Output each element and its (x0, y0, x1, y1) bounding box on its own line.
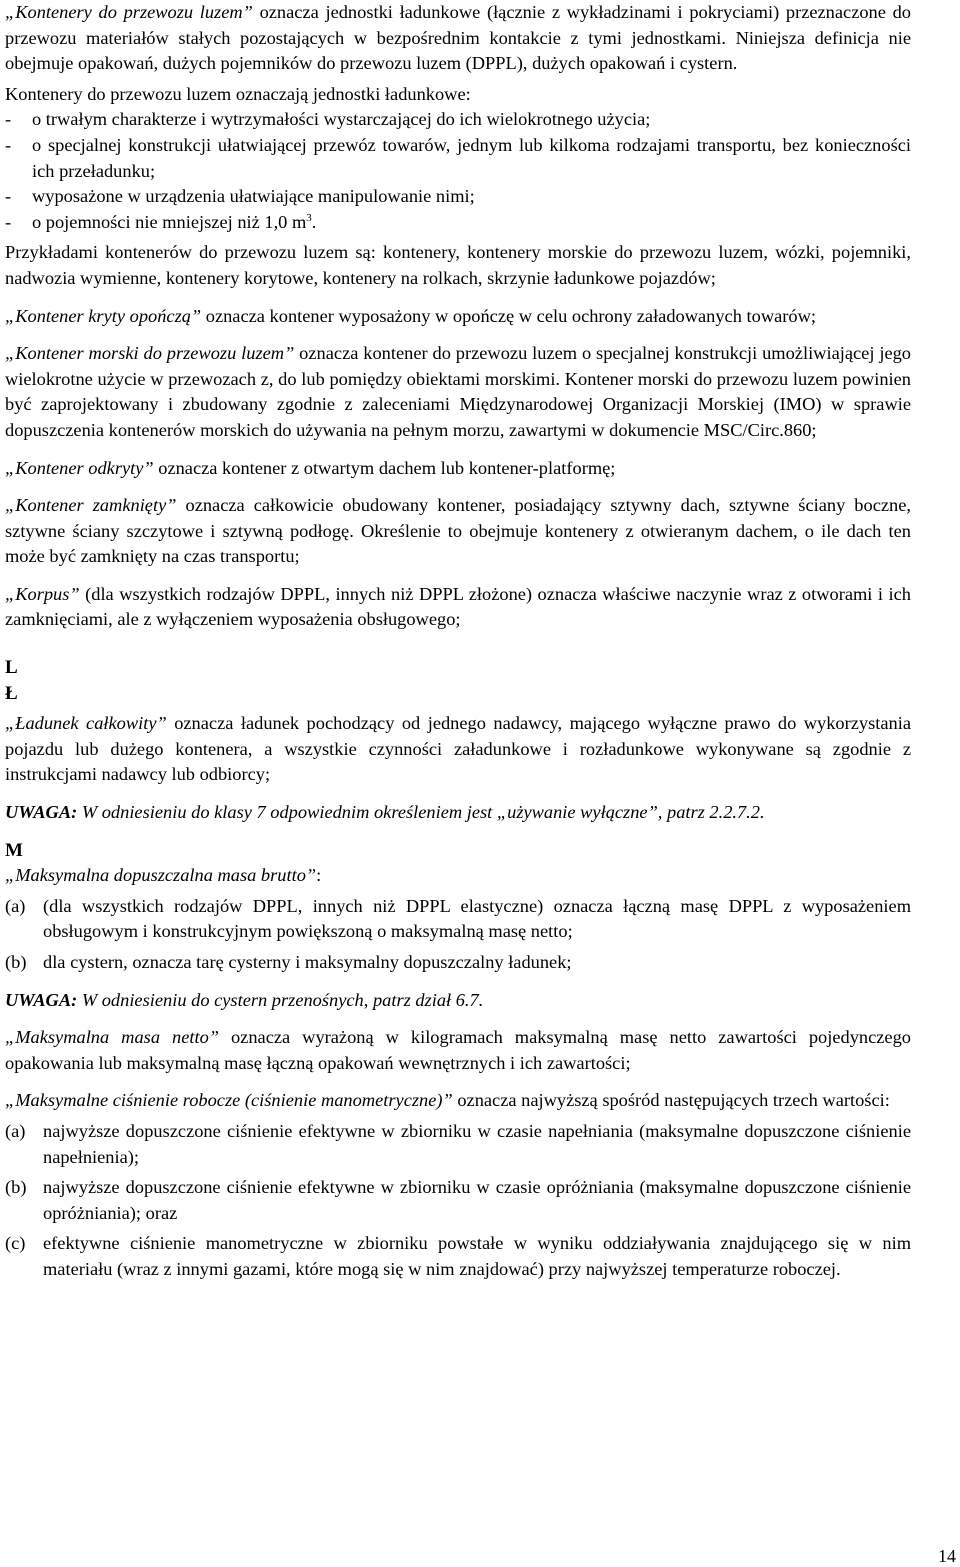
superscript-3: 3 (306, 211, 312, 224)
definition-text: oznacza wyrażoną w kilogramach maksymalną masę netto zawartości pojedynczego opakowania lub maksymalną masę łączną opakowań wewnętrznych i ich zawartości; (5, 1027, 911, 1073)
list-item (5, 1119, 911, 1170)
list-text: efektywne ciśnienie manometryczne w zbiorniku powstałe w wyniku oddziaływania znajdującego się w nim materiału (wraz z innymi gazami, które mogą się w nim znajdować) przy najwyższej temperaturze roboczej. (43, 1233, 911, 1279)
dash-marker: - (5, 134, 12, 155)
definition-text: : (316, 865, 322, 886)
list-intro: Kontenery do przewozu luzem oznaczają jednostki ładunkowe: (5, 83, 471, 104)
term: „Kontener kryty opończą” (5, 305, 202, 326)
list-marker: (b) (5, 952, 27, 972)
page-number: 14 (938, 1546, 956, 1566)
definition-kontener-morski (5, 341, 911, 443)
dash-text-end: . (311, 211, 317, 232)
dash-item (5, 210, 911, 236)
term: „Maksymalna masa netto” (5, 1027, 219, 1048)
term: „Maksymalne ciśnienie robocze (ciśnienie manometryczne)” (5, 1090, 453, 1111)
list-text: najwyższe dopuszczone ciśnienie efektywne w zbiorniku w czasie opróżniania (maksymalne dopuszczone ciśnienie opróżniania); oraz (43, 1177, 911, 1223)
list-marker: (a) (5, 895, 26, 916)
section-letter-l: L (5, 657, 18, 679)
section-letter-m: M (5, 839, 23, 861)
note-label: UWAGA: (5, 989, 78, 1010)
dash-marker: - (5, 186, 12, 207)
document-page (5, 0, 911, 1283)
term-kontenery-do-przewozu-luzem: „Kontenery do przewozu luzem” (5, 2, 253, 22)
term: „Kontener zamknięty” (5, 495, 177, 516)
term: „Ładunek całkowity” (5, 713, 167, 734)
list-text: najwyższe dopuszczone ciśnienie efektywne w zbiorniku w czasie napełniania (maksymalne dopuszczone ciśnienie napełnienia); (43, 1120, 911, 1167)
note-uwaga-klasa-7 (5, 800, 911, 826)
term: „Korpus” (5, 583, 80, 604)
list-item (5, 894, 911, 945)
definition-kontener-kryty (5, 304, 911, 330)
definition-kontener-zamkniety (5, 493, 911, 570)
definition-maksymalna-masa-netto (5, 1025, 911, 1076)
dash-text: o trwałym charakterze i wytrzymałości wystarczającej do ich wielokrotnego użycia; (32, 109, 651, 130)
list-text: dla cystern, oznacza tarę cysterny i maksymalny dopuszczalny ładunek; (43, 952, 572, 972)
dash-text: o specjalnej konstrukcji ułatwiającej przewóz towarów, jednym lub kilkoma rodzajami transportu, bez konieczności ich przeładunku; (32, 134, 911, 181)
list-marker: (a) (5, 1120, 26, 1141)
examples-paragraph: Przykładami kontenerów do przewozu luzem są: kontenery, kontenery morskie do przewozu luzem, wózki, pojemniki, nadwozia wymienne, kontenery korytowe, kontenery na rolkach, skrzynie ładunkowe pojazdów; (5, 242, 911, 288)
list-item (5, 1231, 911, 1282)
dash-marker: - (5, 211, 12, 232)
definition-text: oznacza całkowicie obudowany kontener, posiadający sztywny dach, sztywne ściany boczne, sztywne ściany szczytowe i sztywną podłogę. Określenie to obejmuje kontenery z otwieranym dachem, o ile dach ten może być zamknięty na czas transportu; (5, 495, 911, 567)
dash-marker: - (5, 109, 12, 130)
term: „Kontener odkryty” (5, 457, 154, 478)
term: „Maksymalna dopuszczalna masa brutto” (5, 865, 317, 886)
list-marker: (c) (5, 1233, 26, 1254)
definition-maksymalna-masa-brutto (5, 863, 911, 889)
definition-text: oznacza kontener do przewozu luzem o specjalnej konstrukcji umożliwiającej jego wielokrotne użycie w przewozach z, do lub pomiędzy obiektami morskimi. Kontener morski do przewozu luzem powinien być zaprojektowany i zbudowany zgodnie z zaleceniami Międzynarodowej Organizacji Morskiej (IMO) w sprawie dopuszczenia kontenerów morskich do używania na pełnym morzu, zawartymi w dokumencie MSC/Circ.860; (5, 343, 911, 440)
list-text: (dla wszystkich rodzajów DPPL, innych niż DPPL elastyczne) oznacza łączną masę DPPL z wyposażeniem obsługowym i konstrukcyjnym powiększoną o maksymalną masę netto; (43, 895, 911, 942)
definition-maksymalne-cisnienie-robocze (5, 1088, 911, 1114)
term: „Kontener morski do przewozu luzem” (5, 343, 295, 364)
note-text: W odniesieniu do klasy 7 odpowiednim określeniem jest „używanie wyłączne”, patrz 2.2.7.2. (77, 802, 765, 823)
definition-ladunek-calkowity (5, 711, 911, 788)
list-marker: (b) (5, 1177, 27, 1198)
dash-item (5, 184, 911, 210)
intro-paragraph (5, 0, 911, 77)
note-label: UWAGA: (5, 802, 78, 823)
list-item (5, 1175, 911, 1226)
definition-text: oznacza ładunek pochodzący od jednego nadawcy, mającego wyłączne prawo do wykorzystania pojazdu lub dużego kontenera, a wszystkie czynności załadunkowe i rozładunkowe wykonywane są zgodnie z instrukcjami nadawcy lub odbiorcy; (5, 713, 911, 785)
note-text: W odniesieniu do cystern przenośnych, patrz dział 6.7. (77, 989, 484, 1010)
dash-item (5, 107, 911, 133)
definition-text: oznacza kontener z otwartym dachem lub kontener-platformę; (153, 457, 616, 478)
definition-kontener-odkryty (5, 456, 911, 482)
intro-text: oznacza jednostki ładunkowe (łącznie z wykładzinami i pokryciami) przeznaczone do przewozu materiałów stałych pozostających w bezpośrednim kontakcie z tymi jednostkami. Niniejsza definicja nie obejmuje opakowań, dużych pojemników do przewozu luzem (DPPL), dużych opakowań i cystern. (5, 2, 911, 74)
definition-text: (dla wszystkich rodzajów DPPL, innych niż DPPL złożone) oznacza właściwe naczynie wraz z otworami i ich zamknięciami, ale z wyłączeniem wyposażenia obsługowego; (5, 583, 911, 630)
dash-text (32, 210, 911, 236)
definition-korpus (5, 582, 911, 633)
definition-text: oznacza najwyższą spośród następujących trzech wartości: (452, 1090, 890, 1111)
dash-text-main: o pojemności nie mniejszej niż 1,0 m (32, 211, 307, 232)
note-uwaga-cysterny (5, 988, 911, 1014)
list-item (5, 950, 911, 976)
dash-text: wyposażone w urządzenia ułatwiające manipulowanie nimi; (32, 186, 475, 207)
definition-text: oznacza kontener wyposażony w opończę w celu ochrony załadowanych towarów; (201, 305, 816, 326)
dash-item (5, 133, 911, 184)
section-letter-l-stroke: Ł (5, 682, 18, 704)
